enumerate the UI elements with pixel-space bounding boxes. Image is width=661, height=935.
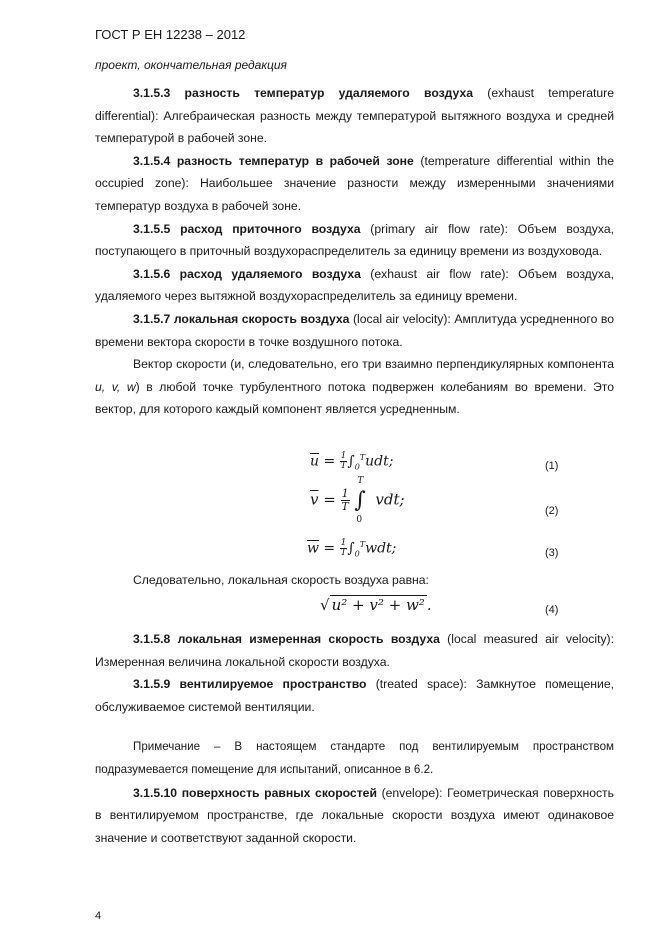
- equation-1-number: (1): [545, 460, 559, 472]
- definition-3-1-5-4: 3.1.5.4 разность температур в рабочей зоне (temperature differential within the occupied zone): Наибольшее значение разности между измеренными значениями температур воздуха в рабочей зоне.: [95, 153, 614, 213]
- page-number: 4: [95, 910, 102, 922]
- equation-3-number: (3): [545, 547, 559, 559]
- equation-1: $\overline{u}$ = $\frac{1}{T}\int_0^Tudt$;: [310, 451, 394, 472]
- equation-2: $\overline{v}$ = $\frac{1}{T}$ ∫ T 0 vdt;: [310, 476, 405, 525]
- equation-4: √ u² + v² + w² .: [320, 596, 432, 614]
- definition-3-1-5-5: 3.1.5.5 расход приточного воздуха (primary air flow rate): Объем воздуха, поступающего в приточный воздухораспределитель за единицу времени из воздуховода.: [95, 221, 615, 259]
- local-velocity-intro: Следовательно, локальная скорость воздуха равна:: [133, 573, 429, 587]
- definition-3-1-5-7: 3.1.5.7 локальная скорость воздуха (local air velocity): Амплитуда усредненного во времени вектора скорости в точке воздушного потока.: [95, 311, 614, 349]
- note: Примечание – В настоящем стандарте под вентилируемым пространством подразумевается помещение для испытаний, описанное в 6.2.: [95, 740, 614, 776]
- definition-3-1-5-3: 3.1.5.3 разность температур удаляемого воздуха (exhaust temperature differential): Алгебраическая разность между температурой вытяжного воздуха и средней температурой в рабочей зоне.: [95, 86, 614, 146]
- definition-3-1-5-10: 3.1.5.10 поверхность равных скоростей (envelope): Геометрическая поверхность в вентилируемом пространстве, где локальные скорости воздуха имеют одинаковое значение и соответствуют заданной скорости.: [95, 785, 614, 845]
- document-header: ГОСТ Р ЕН 12238 – 2012: [95, 27, 246, 42]
- document-body: [95, 82, 614, 421]
- equation-3: $\overline{w}$ = $\frac{1}{T}\int_0^Twdt$;: [307, 538, 397, 559]
- definition-3-1-5-6: 3.1.5.6 расход удаляемого воздуха (exhaust air flow rate): Объем воздуха, удаляемого через вытяжной воздухораспределитель за единицу времени.: [95, 266, 614, 304]
- equation-4-number: (4): [545, 604, 559, 616]
- velocity-vector-paragraph: Вектор скорости (и, следовательно, его три взаимно перпендикулярных компонента u, v, w) в любой точке турбулентного потока подвержен колебаниям во времени. Это вектор, для которого каждый компонент является усредненным.: [95, 357, 614, 417]
- definition-3-1-5-9: 3.1.5.9 вентилируемое пространство (treated space): Замкнутое помещение, обслуживаемое системой вентиляции.: [95, 677, 614, 714]
- document-subheader: проект, окончательная редакция: [95, 58, 287, 72]
- document-body-continued: [95, 628, 614, 849]
- definition-3-1-5-8: 3.1.5.8 локальная измеренная скорость воздуха (local measured air velocity): Измеренная величина локальной скорости воздуха.: [95, 632, 614, 669]
- equation-2-number: (2): [545, 505, 559, 517]
